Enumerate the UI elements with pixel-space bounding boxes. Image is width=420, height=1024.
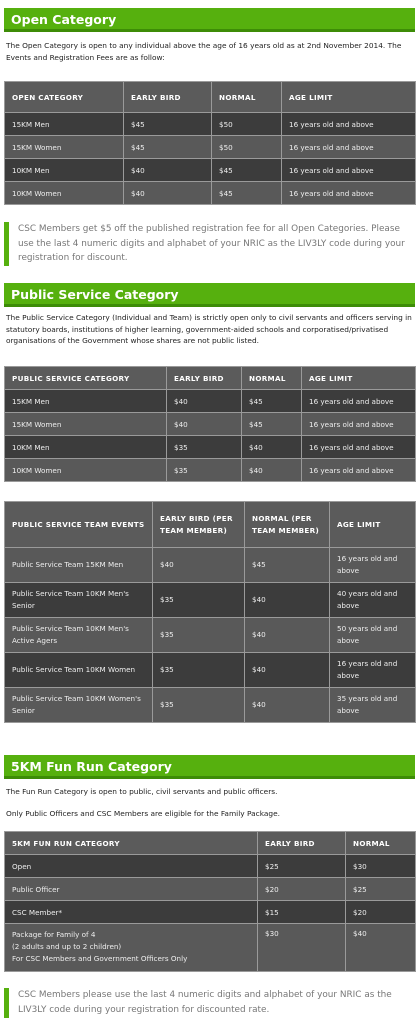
table-row xyxy=(5,182,416,205)
category-cell: Open xyxy=(5,855,258,878)
table-row xyxy=(5,855,416,878)
category-cell: Public Officer xyxy=(5,878,258,901)
event-cell: 15KM Women xyxy=(5,136,124,159)
column-header: AGE LIMIT xyxy=(330,502,416,548)
event-cell: Public Service Team 15KM Men xyxy=(5,548,153,583)
normal-cell: $40 xyxy=(242,459,302,482)
normal-cell: $40 xyxy=(245,653,330,688)
column-header: EARLY BIRD xyxy=(258,832,346,855)
age-limit-cell: 50 years old and above xyxy=(330,618,416,653)
event-cell: Public Service Team 10KM Men's Active Agers xyxy=(5,618,153,653)
age-limit-cell: 16 years old and above xyxy=(330,548,416,583)
family-package-cell xyxy=(5,924,258,972)
open-category-table xyxy=(4,81,416,205)
age-limit-cell: 16 years old and above xyxy=(302,413,416,436)
event-cell: 10KM Men xyxy=(5,159,124,182)
public-service-intro: The Public Service Category (Individual and Team) is strictly open only to civil servants and officers serving in statutory boards, institutions of higher learning, government-aided schools and corporatised/privatised organisations of the Government whose shares are not public listed. xyxy=(6,313,412,346)
table-row xyxy=(5,390,416,413)
normal-cell: $40 xyxy=(245,688,330,723)
normal-cell: $40 xyxy=(346,924,416,972)
fun-run-section xyxy=(4,755,415,1018)
event-cell: Public Service Team 10KM Men's Senior xyxy=(5,583,153,618)
public-service-team-table xyxy=(4,501,416,723)
column-header: OPEN CATEGORY xyxy=(5,82,124,113)
table-row xyxy=(5,548,416,583)
event-cell: 10KM Women xyxy=(5,182,124,205)
table-row xyxy=(5,618,416,653)
column-header: NORMAL xyxy=(346,832,416,855)
table-header-row xyxy=(5,367,416,390)
event-cell: 15KM Women xyxy=(5,413,167,436)
normal-cell: $45 xyxy=(212,182,282,205)
public-service-heading: Public Service Category xyxy=(4,283,415,307)
family-package-line: Package for Family of 4 xyxy=(12,930,96,940)
early-bird-cell: $35 xyxy=(153,583,245,618)
early-bird-cell: $20 xyxy=(258,878,346,901)
early-bird-cell: $45 xyxy=(124,113,212,136)
table-header-row xyxy=(5,82,416,113)
table-row xyxy=(5,413,416,436)
fun-run-table xyxy=(4,831,416,972)
column-header: AGE LIMIT xyxy=(302,367,416,390)
age-limit-cell: 16 years old and above xyxy=(330,653,416,688)
normal-cell: $20 xyxy=(346,901,416,924)
event-cell: 10KM Men xyxy=(5,436,167,459)
table-row xyxy=(5,459,416,482)
table-row xyxy=(5,113,416,136)
event-cell: 15KM Men xyxy=(5,390,167,413)
table-row xyxy=(5,136,416,159)
age-limit-cell: 16 years old and above xyxy=(282,136,416,159)
normal-cell: $30 xyxy=(346,855,416,878)
category-cell: CSC Member* xyxy=(5,901,258,924)
early-bird-cell: $40 xyxy=(124,182,212,205)
family-package-line: For CSC Members and Government Officers Only xyxy=(12,954,188,964)
age-limit-cell: 40 years old and above xyxy=(330,583,416,618)
table-row xyxy=(5,688,416,723)
fun-run-intro-1: The Fun Run Category is open to public, civil servants and public officers. xyxy=(6,787,278,796)
family-package-line: (2 adults and up to 2 children) xyxy=(12,942,122,952)
event-cell: Public Service Team 10KM Women's Senior xyxy=(5,688,153,723)
early-bird-cell: $40 xyxy=(167,390,242,413)
event-cell: 15KM Men xyxy=(5,113,124,136)
normal-cell: $40 xyxy=(245,583,330,618)
open-category-note: CSC Members get $5 off the published registration fee for all Open Categories. Please use the last 4 numeric digits and alphabet of your NRIC as the LIV3LY code during your registration for discount. xyxy=(4,222,415,266)
early-bird-cell: $35 xyxy=(167,436,242,459)
normal-cell: $45 xyxy=(245,548,330,583)
normal-cell: $45 xyxy=(242,390,302,413)
column-header: PUBLIC SERVICE CATEGORY xyxy=(5,367,167,390)
open-category-section xyxy=(4,8,415,266)
age-limit-cell: 16 years old and above xyxy=(282,159,416,182)
normal-cell: $45 xyxy=(212,159,282,182)
table-row xyxy=(5,901,416,924)
early-bird-cell: $40 xyxy=(153,548,245,583)
normal-cell: $50 xyxy=(212,113,282,136)
normal-cell: $40 xyxy=(242,436,302,459)
age-limit-cell: 16 years old and above xyxy=(302,390,416,413)
column-header: 5KM FUN RUN CATEGORY xyxy=(5,832,258,855)
column-header: EARLY BIRD xyxy=(124,82,212,113)
early-bird-cell: $35 xyxy=(153,653,245,688)
early-bird-cell: $30 xyxy=(258,924,346,972)
table-row xyxy=(5,583,416,618)
early-bird-cell: $15 xyxy=(258,901,346,924)
age-limit-cell: 16 years old and above xyxy=(282,113,416,136)
early-bird-cell: $45 xyxy=(124,136,212,159)
event-cell: 10KM Women xyxy=(5,459,167,482)
event-cell: Public Service Team 10KM Women xyxy=(5,653,153,688)
age-limit-cell: 35 years old and above xyxy=(330,688,416,723)
early-bird-cell: $25 xyxy=(258,855,346,878)
public-service-section xyxy=(4,283,415,723)
early-bird-cell: $35 xyxy=(153,688,245,723)
column-header: NORMAL xyxy=(242,367,302,390)
normal-cell: $50 xyxy=(212,136,282,159)
column-header: EARLY BIRD (PER TEAM MEMBER) xyxy=(153,502,245,548)
column-header: NORMAL xyxy=(212,82,282,113)
early-bird-cell: $35 xyxy=(167,459,242,482)
early-bird-cell: $40 xyxy=(167,413,242,436)
age-limit-cell: 16 years old and above xyxy=(302,436,416,459)
open-category-intro: The Open Category is open to any individual above the age of 16 years old as at 2nd November 2014. The Events and Registration Fees are as follow: xyxy=(6,41,402,62)
table-row xyxy=(5,924,416,972)
normal-cell: $25 xyxy=(346,878,416,901)
early-bird-cell: $40 xyxy=(124,159,212,182)
table-header-row xyxy=(5,832,416,855)
public-service-table xyxy=(4,366,416,482)
table-row xyxy=(5,653,416,688)
column-header: NORMAL (PER TEAM MEMBER) xyxy=(245,502,330,548)
column-header: EARLY BIRD xyxy=(167,367,242,390)
column-header: PUBLIC SERVICE TEAM EVENTS xyxy=(5,502,153,548)
table-row xyxy=(5,159,416,182)
age-limit-cell: 16 years old and above xyxy=(302,459,416,482)
fun-run-heading: 5KM Fun Run Category xyxy=(4,755,415,779)
column-header: AGE LIMIT xyxy=(282,82,416,113)
open-category-heading: Open Category xyxy=(4,8,415,32)
table-row xyxy=(5,436,416,459)
normal-cell: $45 xyxy=(242,413,302,436)
fun-run-note: CSC Members please use the last 4 numeric digits and alphabet of your NRIC as the LIV3LY code during your registration for discounted rate. xyxy=(4,988,415,1018)
table-row xyxy=(5,878,416,901)
early-bird-cell: $35 xyxy=(153,618,245,653)
fun-run-intro-2: Only Public Officers and CSC Members are eligible for the Family Package. xyxy=(6,808,280,818)
age-limit-cell: 16 years old and above xyxy=(282,182,416,205)
table-header-row xyxy=(5,502,416,548)
normal-cell: $40 xyxy=(245,618,330,653)
